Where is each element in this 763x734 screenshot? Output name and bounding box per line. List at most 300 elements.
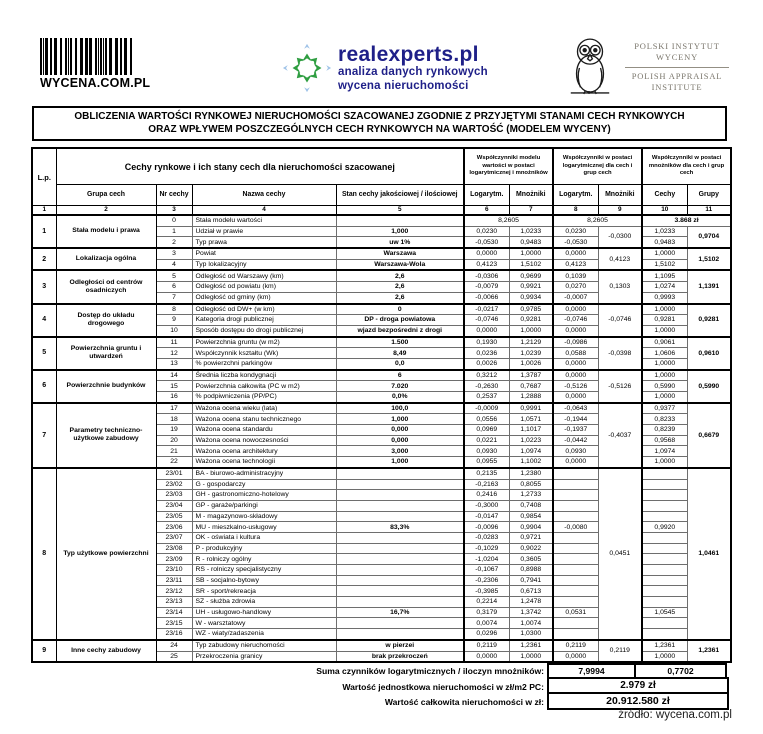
realexperts-subtitle-1: analiza danych rynkowych [338, 66, 488, 78]
multiplier-feature-value: 1,0000 [642, 457, 687, 468]
log-model-value: 0,0000 [464, 325, 509, 336]
multiplier-model-value: 1,0000 [509, 325, 553, 336]
multiplier-feature-value: 1,5102 [642, 259, 687, 270]
log-feature-value: 0,1039 [553, 270, 598, 281]
group-name: Powierzchnia gruntu i utwardzeń [56, 337, 156, 370]
feature-state: 1,000 [336, 414, 464, 425]
feature-state: wjazd bezpośredni z drogi [336, 325, 464, 336]
multiplier-feature-value: 1,0000 [642, 392, 687, 403]
multiplier-group-value: 0,5990 [687, 370, 731, 403]
multiplier-model-value: 1,0233 [509, 226, 553, 237]
multiplier-model-value: 0,9921 [509, 282, 553, 293]
feature-row [32, 248, 731, 259]
log-feature-value [553, 532, 598, 543]
feature-number: 2 [156, 237, 192, 248]
multiplier-model-value: 1,2380 [509, 468, 553, 479]
log-feature-value: 0,0588 [553, 348, 598, 359]
feature-state: Warszawa-Wola [336, 259, 464, 270]
wycena-logo [40, 38, 151, 90]
log-model-value: 0,1930 [464, 337, 509, 348]
multiplier-feature-value: 0,5990 [642, 381, 687, 392]
multiplier-model-value: 1,2733 [509, 490, 553, 501]
feature-number: 23/05 [156, 511, 192, 522]
multiplier-group-value: 0,9610 [687, 337, 731, 370]
group-name: Lokalizacja ogólna [56, 248, 156, 270]
multiplier-feature-value [642, 500, 687, 511]
multiplier-feature-value: 0,9483 [642, 237, 687, 248]
feature-state: 6 [336, 370, 464, 381]
feature-state [336, 575, 464, 586]
feature-state [336, 468, 464, 479]
col-header-logarytm-1: Logarytm. [464, 185, 509, 206]
feature-number: 19 [156, 425, 192, 436]
log-model-value: 0,0930 [464, 446, 509, 457]
multiplier-feature-value: 1,0974 [642, 446, 687, 457]
feature-number: 7 [156, 292, 192, 303]
feature-name: M - magazynowo-składowy [192, 511, 336, 522]
multiplier-model-value: 0,8055 [509, 479, 553, 490]
feature-name: Ważona ocena wieku (lata) [192, 403, 336, 414]
feature-name: SZ - służba zdrowia [192, 597, 336, 608]
institute-name-en-line1: POLISH APPRAISAL [631, 70, 723, 81]
feature-name: UH - usługowo-handlowy [192, 607, 336, 618]
feature-name: Typ prawa [192, 237, 336, 248]
feature-number: 8 [156, 304, 192, 315]
group-number: 1 [32, 215, 56, 248]
multiplier-group-value: 0,9704 [687, 226, 731, 248]
log-model-value: -0,2163 [464, 479, 509, 490]
summary-log-sum-value: 7,9994 [547, 663, 636, 679]
multiplier-model-value: 1,0974 [509, 446, 553, 457]
feature-row [32, 403, 731, 414]
feature-name: Ważona ocena technologii [192, 457, 336, 468]
group-number: 4 [32, 304, 56, 337]
log-feature-value: -0,1937 [553, 425, 598, 436]
log-group-value: 0,1303 [598, 270, 642, 303]
valuation-table-body [32, 215, 731, 662]
log-feature-value [553, 490, 598, 501]
feature-number: 15 [156, 381, 192, 392]
col-header-mnozniki-2: Mnożniki [598, 185, 642, 206]
group-number: 3 [32, 270, 56, 303]
log-feature-value: 0,0000 [553, 304, 598, 315]
log-feature-value [553, 479, 598, 490]
log-feature-value: -0,0007 [553, 292, 598, 303]
source-note: źródło: wycena.com.pl [618, 709, 732, 721]
group-name: Dostęp do układu drogowego [56, 304, 156, 337]
multiplier-feature-value: 1,0233 [642, 226, 687, 237]
feature-name: Ważona ocena nowoczesności [192, 435, 336, 446]
realexperts-title: realexperts.pl [338, 43, 479, 66]
log-feature-value: 0,0230 [553, 226, 598, 237]
log-group-value: 0,2119 [598, 640, 642, 662]
feature-name: Powiat [192, 248, 336, 259]
log-model-value: -0,3000 [464, 500, 509, 511]
feature-number: 17 [156, 403, 192, 414]
feature-name: Odległość od gminy (km) [192, 292, 336, 303]
multiplier-feature-value: 0,9568 [642, 435, 687, 446]
feature-row [32, 270, 731, 281]
log-model-value: 0,2135 [464, 468, 509, 479]
multiplier-feature-value: 0,9061 [642, 337, 687, 348]
multiplier-feature-value [642, 597, 687, 608]
multiplier-feature-value [642, 543, 687, 554]
log-feature-value [553, 629, 598, 640]
document-title-line2: ORAZ WPŁYWEM POSZCZEGÓLNYCH CECH RYNKOWYCH NA WARTOŚĆ (MODELEM WYCENY) [148, 123, 611, 135]
log-model-value: 0,0556 [464, 414, 509, 425]
feature-number: 10 [156, 325, 192, 336]
feature-state [336, 511, 464, 522]
realexperts-subtitle-2: wycena nieruchomości [338, 79, 469, 92]
feature-number: 23/07 [156, 532, 192, 543]
feature-state: 100,0 [336, 403, 464, 414]
feature-number: 23/12 [156, 586, 192, 597]
multiplier-model-value: 1,5102 [509, 259, 553, 270]
multiplier-model-value: 1,3787 [509, 370, 553, 381]
feature-state: 1,000 [336, 226, 464, 237]
feature-number: 23/02 [156, 479, 192, 490]
log-feature-value: 0,0930 [553, 446, 598, 457]
col-header-nr-cechy: Nr cechy [156, 185, 192, 206]
feature-name: SB - socjalno-bytowy [192, 575, 336, 586]
log-feature-value: 0,0000 [553, 370, 598, 381]
group-number: 9 [32, 640, 56, 662]
group-number: 8 [32, 468, 56, 640]
feature-number: 21 [156, 446, 192, 457]
feature-state: 83,3% [336, 522, 464, 533]
feature-number: 16 [156, 392, 192, 403]
log-group-value: -0,4037 [598, 403, 642, 468]
log-group-value: -0,0300 [598, 226, 642, 248]
log-model-value: 0,0955 [464, 457, 509, 468]
document-title [32, 106, 727, 141]
feature-name: Typ lokalizacyjny [192, 259, 336, 270]
feature-number: 23/13 [156, 597, 192, 608]
feature-row [32, 468, 731, 479]
multiplier-model-value: 1,0300 [509, 629, 553, 640]
feature-state: 7.020 [336, 381, 464, 392]
feature-name: P - produkcyjny [192, 543, 336, 554]
feature-number: 9 [156, 315, 192, 326]
feature-state: w pierzei [336, 640, 464, 651]
multiplier-group-value: 1,1391 [687, 270, 731, 303]
owl-icon [565, 36, 615, 98]
multiplier-feature-value: 0,9281 [642, 315, 687, 326]
feature-state [336, 215, 464, 226]
realexperts-logo [281, 40, 488, 96]
log-model-value: 0,2416 [464, 490, 509, 501]
summary-label: Suma czynników logarytmicznych / iloczyn mnożników: [316, 666, 544, 677]
multiplier-feature-value: 1,0000 [642, 248, 687, 259]
feature-state: DP - droga powiatowa [336, 315, 464, 326]
group-number: 6 [32, 370, 56, 403]
feature-name: Współczynnik kształtu (Wk) [192, 348, 336, 359]
table-header [32, 148, 731, 215]
feature-name: % podpiwniczenia (PP/PC) [192, 392, 336, 403]
multiplier-model-value: 1,1017 [509, 425, 553, 436]
feature-number: 3 [156, 248, 192, 259]
multiplier-model-value: 1,0000 [509, 248, 553, 259]
feature-number: 23/14 [156, 607, 192, 618]
feature-number: 4 [156, 259, 192, 270]
col-header-grupa-cech: Grupa cech [56, 185, 156, 206]
feature-state: 16,7% [336, 607, 464, 618]
multiplier-feature-value [642, 629, 687, 640]
feature-number: 23/11 [156, 575, 192, 586]
feature-state [336, 490, 464, 501]
feature-number: 6 [156, 282, 192, 293]
multiplier-model-value: 0,9934 [509, 292, 553, 303]
group-number: 2 [32, 248, 56, 270]
feature-name: W - warsztatowy [192, 618, 336, 629]
institute-name-pl-line2: WYCENY [655, 52, 699, 63]
feature-name: Średnia liczba kondygnacji [192, 370, 336, 381]
log-model-value: -1,0204 [464, 554, 509, 565]
feature-state [336, 479, 464, 490]
log-feature-value: -0,0530 [553, 237, 598, 248]
multiplier-feature-value: 1,0000 [642, 358, 687, 369]
log-feature-value [553, 565, 598, 576]
summary-label: Wartość jednostkowa nieruchomości w zł/m2 PC: [342, 681, 544, 692]
feature-name: Przekroczenia granicy [192, 651, 336, 662]
multiplier-model-value: 0,6713 [509, 586, 553, 597]
log-model-value: -0,1067 [464, 565, 509, 576]
log-model-value: -0,0746 [464, 315, 509, 326]
multiplier-feature-value [642, 490, 687, 501]
feature-number: 5 [156, 270, 192, 281]
log-feature-value: 0,2119 [553, 640, 598, 651]
feature-state: 2,6 [336, 270, 464, 281]
multiplier-model-value: 0,3605 [509, 554, 553, 565]
log-feature-value: 0,0000 [553, 457, 598, 468]
pinwheel-icon [281, 40, 333, 96]
log-model-value: 0,0296 [464, 629, 509, 640]
feature-name: BA - biurowo-administracyjny [192, 468, 336, 479]
feature-state: Warszawa [336, 248, 464, 259]
feature-state: 3,000 [336, 446, 464, 457]
multiplier-feature-value [642, 586, 687, 597]
summary-section [31, 663, 731, 710]
multiplier-group-value: 1,0461 [687, 468, 731, 640]
feature-number: 14 [156, 370, 192, 381]
log-model-value: 0,0026 [464, 358, 509, 369]
multiplier-feature-value: 1,0000 [642, 325, 687, 336]
multiplier-model-value: 0,7941 [509, 575, 553, 586]
log-model-value: -0,0009 [464, 403, 509, 414]
feature-name: WZ - wiaty/zadaszenia [192, 629, 336, 640]
multiplier-feature-value: 0,8233 [642, 414, 687, 425]
feature-number: 0 [156, 215, 192, 226]
log-group-value: -0,0746 [598, 304, 642, 337]
log-model-value: 0,0221 [464, 435, 509, 446]
multiplier-feature-value [642, 532, 687, 543]
multiplier-model-value: 0,9699 [509, 270, 553, 281]
multiplier-model-value: 0,9281 [509, 315, 553, 326]
feature-state [336, 554, 464, 565]
log-model-value: -0,0283 [464, 532, 509, 543]
multiplier-feature-value [642, 575, 687, 586]
log-feature-value [553, 511, 598, 522]
feature-name: R - rolniczy ogólny [192, 554, 336, 565]
feature-number: 18 [156, 414, 192, 425]
log-group-value: -0,0398 [598, 337, 642, 370]
group-name: Odległości od centrów osadniczych [56, 270, 156, 303]
col-header-multiplier-coefficients: Współczynniki w postaci mnożników dla cech i grup cech [642, 148, 731, 185]
multiplier-feature-value: 1,0606 [642, 348, 687, 359]
log-model-value: 0,0230 [464, 226, 509, 237]
barcode-icon [40, 38, 134, 75]
feature-state [336, 597, 464, 608]
log-group-value: 0,4123 [598, 248, 642, 270]
feature-state [336, 565, 464, 576]
multiplier-feature-value [642, 511, 687, 522]
feature-row [32, 337, 731, 348]
log-feature-value: -0,0986 [553, 337, 598, 348]
group-name: Inne cechy zabudowy [56, 640, 156, 662]
log-feature-value [553, 554, 598, 565]
feature-number: 22 [156, 457, 192, 468]
col-header-cechy: Cechy [642, 185, 687, 206]
feature-name: OK - oświata i kultura [192, 532, 336, 543]
multiplier-feature-value: 0,8239 [642, 425, 687, 436]
feature-state: 0,000 [336, 425, 464, 436]
feature-number: 11 [156, 337, 192, 348]
multiplier-feature-value [642, 565, 687, 576]
multiplier-feature-value: 1,0274 [642, 282, 687, 293]
log-feature-value [553, 500, 598, 511]
valuation-table [31, 147, 732, 663]
multiplier-group-value: 1,2361 [687, 640, 731, 662]
feature-number: 23/16 [156, 629, 192, 640]
feature-number: 23/08 [156, 543, 192, 554]
log-model-value: -0,0147 [464, 511, 509, 522]
multiplier-model-value: 1,3742 [509, 607, 553, 618]
multiplier-feature-value [642, 479, 687, 490]
multiplier-model-value: 0,7408 [509, 500, 553, 511]
multiplier-model-value: 0,9904 [509, 522, 553, 533]
feature-name: Powierzchnia całkowita (PC w m2) [192, 381, 336, 392]
multiplier-model-value: 1,2478 [509, 597, 553, 608]
feature-name: Powierzchnia gruntu (w m2) [192, 337, 336, 348]
log-model-value: -0,0079 [464, 282, 509, 293]
multiplier-feature-value [642, 554, 687, 565]
feature-row [32, 370, 731, 381]
feature-number: 1 [156, 226, 192, 237]
feature-state [336, 500, 464, 511]
log-feature-value [553, 575, 598, 586]
multiplier-feature-value: 1,0000 [642, 651, 687, 662]
log-model-value: 0,3179 [464, 607, 509, 618]
multiplier-model-value: 0,8988 [509, 565, 553, 576]
feature-name: RS - rolniczy specjalistyczny [192, 565, 336, 576]
log-model-value: 0,2119 [464, 640, 509, 651]
feature-name: Odległość od Warszawy (km) [192, 270, 336, 281]
log-feature-value: 0,0531 [553, 607, 598, 618]
feature-state: 0,0% [336, 392, 464, 403]
institute-name-pl-line1: POLSKI INSTYTUT [634, 40, 720, 51]
log-model-value: -0,1029 [464, 543, 509, 554]
log-model-value: -0,3985 [464, 586, 509, 597]
feature-state: 8,49 [336, 348, 464, 359]
feature-row [32, 304, 731, 315]
column-number-row: 1 2 3 4 5 6 7 8 9 10 11 [32, 206, 731, 216]
feature-number: 24 [156, 640, 192, 651]
log-feature-value: -0,0746 [553, 315, 598, 326]
summary-unit-value: 2.979 zł [547, 677, 729, 694]
feature-number: 23/06 [156, 522, 192, 533]
log-feature-value [553, 597, 598, 608]
feature-row [32, 215, 731, 226]
feature-name: GP - garaże/parkingi [192, 500, 336, 511]
multiplier-feature-value: 0,9993 [642, 292, 687, 303]
feature-state: uw 1% [336, 237, 464, 248]
multiplier-feature-value [642, 618, 687, 629]
document-title-line1: OBLICZENIA WARTOŚCI RYNKOWEJ NIERUCHOMOŚCI SZACOWANEJ ZGODNIE Z PRZYJĘTYMI STANAMI CECH RYNKOWYCH [74, 111, 685, 122]
feature-number: 25 [156, 651, 192, 662]
feature-number: 23/03 [156, 490, 192, 501]
multiplier-group-value: 0,6679 [687, 403, 731, 468]
log-feature-value: -0,0442 [553, 435, 598, 446]
group-name: Powierzchnie budynków [56, 370, 156, 403]
multiplier-model-value: 1,0026 [509, 358, 553, 369]
multiplier-model-value: 0,9721 [509, 532, 553, 543]
summary-row-total-value [31, 694, 731, 710]
multiplier-model-value: 1,0000 [509, 651, 553, 662]
col-header-main: Cechy rynkowe i ich stany cech dla nieruchomości szacowanej [56, 148, 464, 185]
feature-state [336, 586, 464, 597]
multiplier-model-value: 0,9022 [509, 543, 553, 554]
log-model-value: -0,0530 [464, 237, 509, 248]
log-model-value: 0,4123 [464, 259, 509, 270]
log-model-value: -0,0306 [464, 270, 509, 281]
log-model-value: 0,0236 [464, 348, 509, 359]
multiplier-feature-value: 1,0000 [642, 304, 687, 315]
log-model-value: -0,0066 [464, 292, 509, 303]
institute-divider [625, 67, 729, 68]
feature-state [336, 629, 464, 640]
multiplier-feature-value [642, 468, 687, 479]
log-feature-value [553, 543, 598, 554]
feature-name: Odległość od DW+ (w km) [192, 304, 336, 315]
feature-state: 0,0 [336, 358, 464, 369]
col-header-nazwa-cechy: Nazwa cechy [192, 185, 336, 206]
model-constant-log: 8,2605 [464, 215, 553, 226]
log-model-value: -0,0217 [464, 304, 509, 315]
col-header-grupy: Grupy [687, 185, 731, 206]
multiplier-model-value: 1,0571 [509, 414, 553, 425]
log-group-value: 0,0451 [598, 468, 642, 640]
log-feature-value: 0,0270 [553, 282, 598, 293]
log-model-value: 0,0074 [464, 618, 509, 629]
feature-name: Ważona ocena stanu technicznego [192, 414, 336, 425]
institute-name-en-line2: INSTITUTE [651, 81, 703, 92]
log-model-value: -0,2306 [464, 575, 509, 586]
feature-name: Ważona ocena standardu [192, 425, 336, 436]
feature-number: 23/01 [156, 468, 192, 479]
model-constant-value: 3.868 zł [642, 215, 731, 226]
multiplier-model-value: 0,9483 [509, 237, 553, 248]
feature-number: 12 [156, 348, 192, 359]
group-number: 5 [32, 337, 56, 370]
feature-state [336, 532, 464, 543]
log-feature-value [553, 618, 598, 629]
multiplier-model-value: 1,0074 [509, 618, 553, 629]
feature-name: Sposób dostępu do drogi publicznej [192, 325, 336, 336]
log-feature-value: 0,0000 [553, 325, 598, 336]
log-feature-value [553, 468, 598, 479]
appraisal-institute-logo [565, 36, 733, 98]
multiplier-feature-value: 0,9377 [642, 403, 687, 414]
